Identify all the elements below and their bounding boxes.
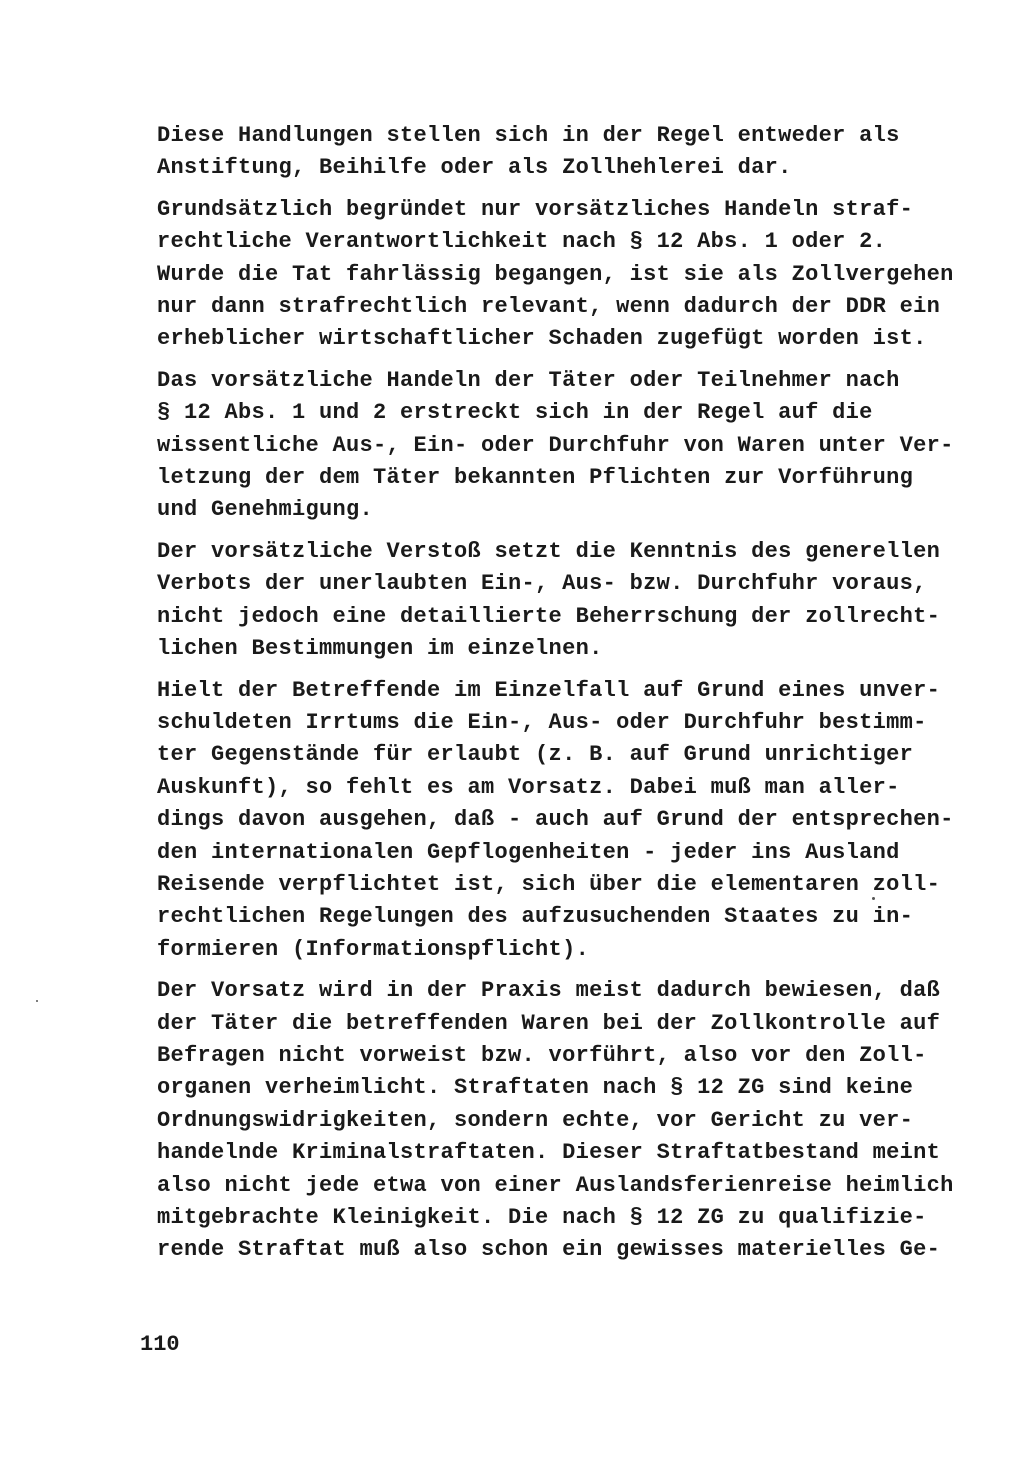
scan-speck [872, 897, 875, 900]
text-line: § 12 Abs. 1 und 2 erstreckt sich in der Regel auf die [157, 400, 873, 426]
text-line: dings davon ausgehen, daß - auch auf Grund der entsprechen- [157, 807, 954, 833]
text-line: handelnde Kriminalstraftaten. Dieser Straftatbestand meint [157, 1140, 941, 1166]
text-line: ter Gegenstände für erlaubt (z. B. auf Grund unrichtiger [157, 742, 914, 768]
text-line: Befragen nicht vorweist bzw. vorführt, also vor den Zoll- [157, 1042, 927, 1068]
text-line: Wurde die Tat fahrlässig begangen, ist sie als Zollvergehen [157, 261, 954, 287]
text-line: rende Straftat muß also schon ein gewisses materielles Ge- [157, 1237, 941, 1263]
text-line: erheblicher wirtschaftlicher Schaden zugefügt worden ist. [157, 326, 927, 352]
text-line: lichen Bestimmungen im einzelnen. [157, 636, 603, 662]
body-text [157, 120, 957, 1276]
text-line: mitgebrachte Kleinigkeit. Die nach § 12 ZG zu qualifizie- [157, 1205, 927, 1230]
text-line: und Genehmigung. [157, 497, 374, 523]
text-line: Hielt der Betreffende im Einzelfall auf Grund eines unver- [157, 677, 941, 703]
text-line: den internationalen Gepflogenheiten - jeder ins Ausland [157, 839, 900, 865]
paragraph [157, 675, 957, 967]
text-line: organen verheimlicht. Straftaten nach § 12 ZG sind keine [157, 1075, 914, 1101]
paragraph [157, 120, 957, 185]
text-line: formieren (Informationspflicht). [157, 936, 590, 962]
text-line: Verbots der unerlaubten Ein-, Aus- bzw. Durchfuhr voraus, [157, 571, 927, 597]
page-number: 110 [140, 1332, 180, 1357]
text-line: Diese Handlungen stellen sich in der Regel entweder als [157, 123, 900, 148]
text-line: Der vorsätzliche Verstoß setzt die Kenntnis des generellen [157, 538, 941, 564]
text-line: rechtliche Verantwortlichkeit nach § 12 Abs. 1 oder 2. [157, 229, 887, 255]
text-line: rechtlichen Regelungen des aufzusuchenden Staates zu in- [157, 904, 914, 930]
paragraph [157, 975, 957, 1267]
paragraph [157, 365, 957, 527]
text-line: Anstiftung, Beihilfe oder als Zollhehlerei dar. [157, 155, 792, 181]
text-line: Das vorsätzliche Handeln der Täter oder Teilnehmer nach [157, 367, 900, 393]
paragraph [157, 194, 957, 356]
text-line: nicht jedoch eine detaillierte Beherrschung der zollrecht- [157, 603, 941, 629]
text-line: Der Vorsatz wird in der Praxis meist dadurch bewiesen, daß [157, 978, 941, 1004]
text-line: Grundsätzlich begründet nur vorsätzliches Handeln straf- [157, 196, 914, 222]
text-line: Auskunft), so fehlt es am Vorsatz. Dabei muß man aller- [157, 774, 900, 800]
text-line: letzung der dem Täter bekannten Pflichten zur Vorführung [157, 465, 914, 491]
text-line: nur dann strafrechtlich relevant, wenn dadurch der DDR ein [157, 294, 941, 320]
text-line: also nicht jede etwa von einer Auslandsferienreise heimlich [157, 1172, 954, 1198]
text-line: schuldeten Irrtums die Ein-, Aus- oder Durchfuhr bestimm- [157, 709, 927, 735]
text-line: der Täter die betreffenden Waren bei der Zollkontrolle auf [157, 1010, 941, 1036]
paragraph [157, 536, 957, 666]
scan-speck [36, 1000, 38, 1002]
text-line: Ordnungswidrigkeiten, sondern echte, vor Gericht zu ver- [157, 1107, 914, 1133]
text-line: wissentliche Aus-, Ein- oder Durchfuhr von Waren unter Ver- [157, 432, 954, 458]
text-line: Reisende verpflichtet ist, sich über die elementaren zoll- [157, 871, 941, 897]
